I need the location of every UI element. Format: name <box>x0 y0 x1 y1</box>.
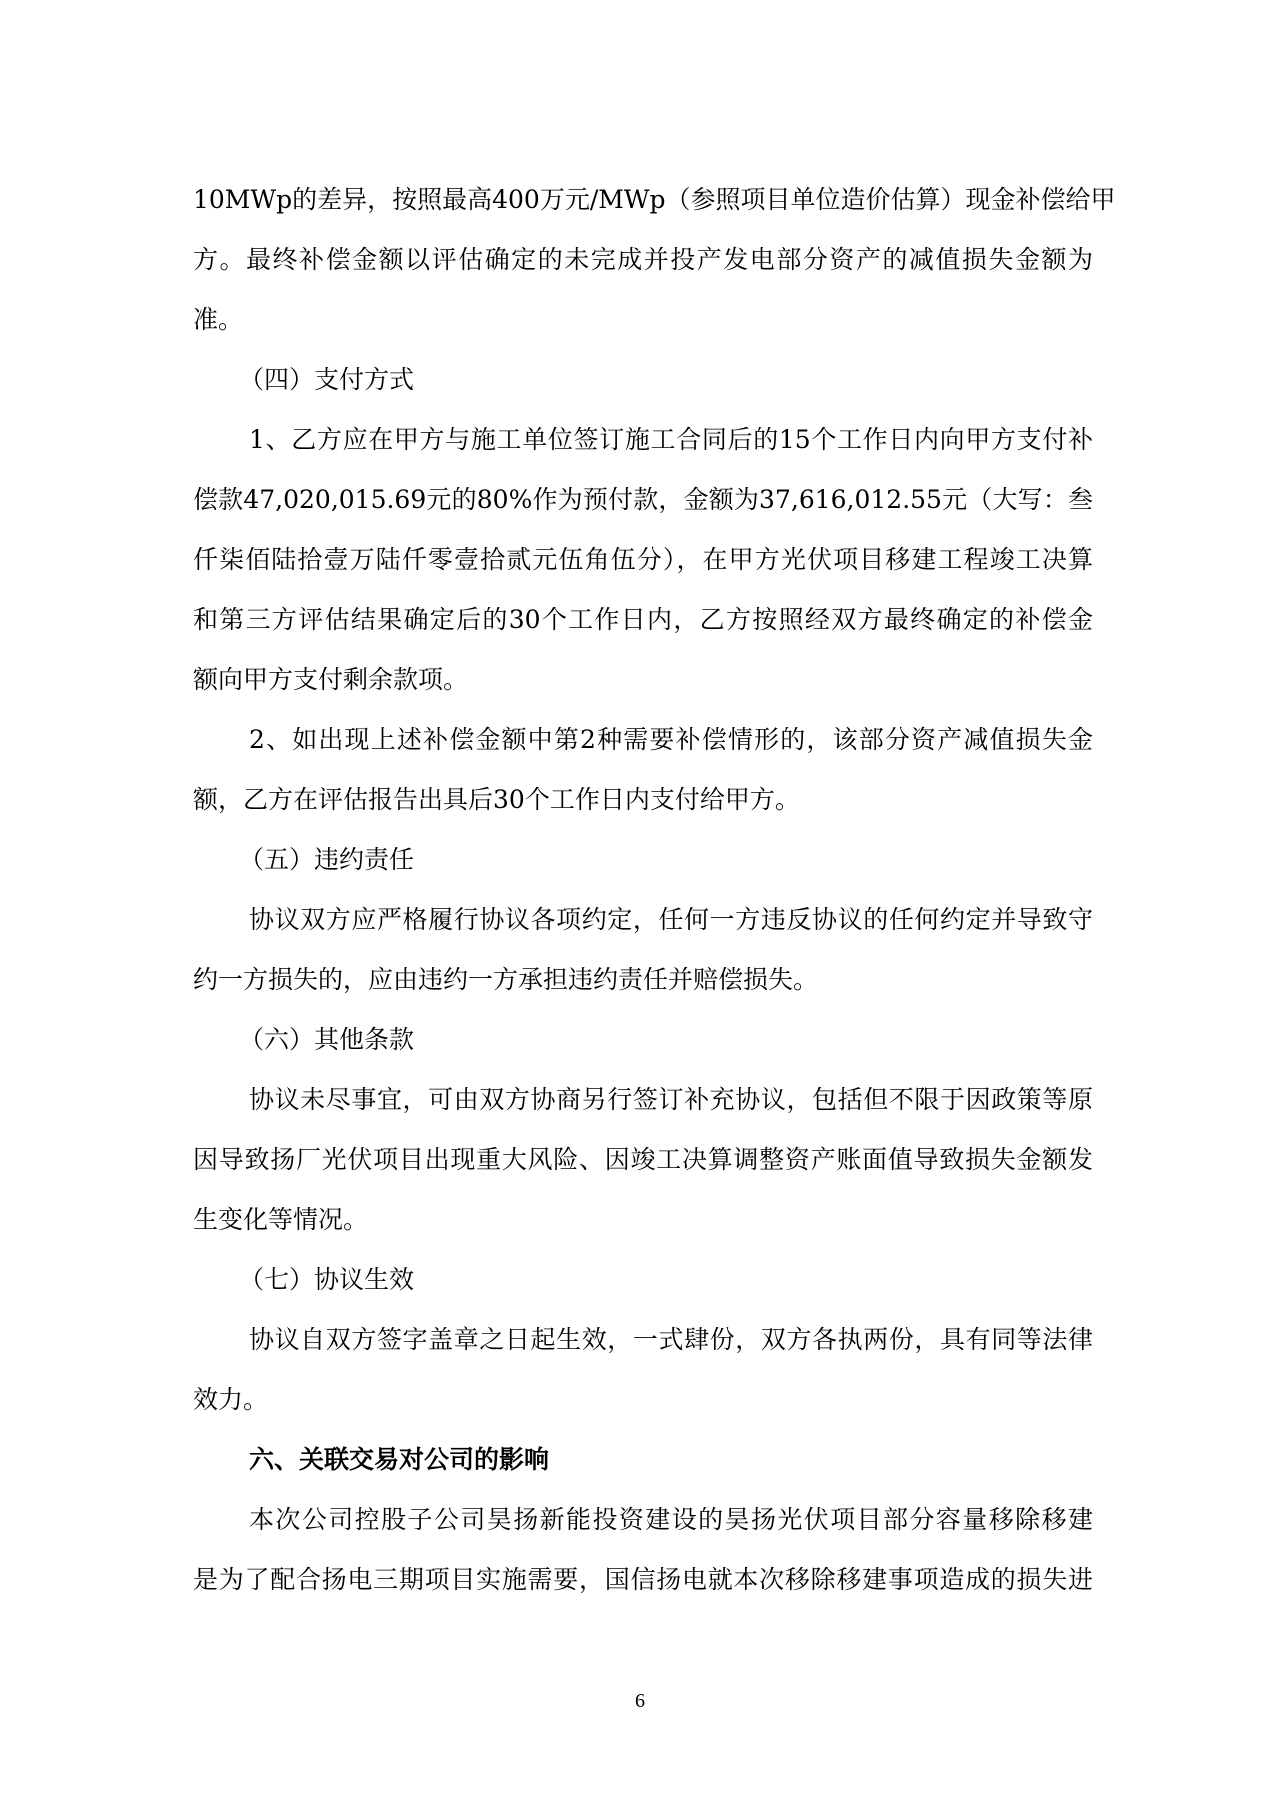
paragraph-line: 和第三方评估结果确定后的30个工作日内，乙方按照经双方最终确定的补偿金 <box>193 605 1093 634</box>
paragraph-line: 协议未尽事宜，可由双方协商另行签订补充协议，包括但不限于因政策等原 <box>249 1085 1093 1114</box>
section-heading: （四）支付方式 <box>239 365 415 394</box>
paragraph-line: 效力。 <box>193 1385 269 1414</box>
paragraph-line: 本次公司控股子公司昊扬新能投资建设的昊扬光伏项目部分容量移除移建 <box>249 1505 1093 1534</box>
section-heading: （六）其他条款 <box>239 1025 415 1054</box>
paragraph-line: 约一方损失的，应由违约一方承担违约责任并赔偿损失。 <box>193 965 819 994</box>
paragraph-line: 因导致扬厂光伏项目出现重大风险、因竣工决算调整资产账面值导致损失金额发 <box>193 1145 1093 1174</box>
paragraph-line: 准。 <box>193 305 244 334</box>
paragraph-line: 仟柒佰陆拾壹万陆仟零壹拾贰元伍角伍分），在甲方光伏项目移建工程竣工决算 <box>193 545 1093 574</box>
paragraph-line: 方。最终补偿金额以评估确定的未完成并投产发电部分资产的减值损失金额为 <box>193 245 1093 274</box>
paragraph-line: 是为了配合扬电三期项目实施需要，国信扬电就本次移除移建事项造成的损失进 <box>193 1565 1093 1594</box>
paragraph-line: 生变化等情况。 <box>193 1205 369 1234</box>
page-number: 6 <box>635 1690 645 1712</box>
document-body <box>193 170 1116 1610</box>
chapter-heading: 六、关联交易对公司的影响 <box>249 1445 550 1474</box>
section-heading: （七）协议生效 <box>239 1265 415 1294</box>
paragraph-line: 偿款47,020,015.69元的80%作为预付款，金额为37,616,012.55元（大写：叁 <box>193 485 1093 514</box>
paragraph-line: 额向甲方支付剩余款项。 <box>193 665 469 694</box>
paragraph-line: 1、乙方应在甲方与施工单位签订施工合同后的15个工作日内向甲方支付补 <box>249 425 1093 454</box>
paragraph-line: 协议双方应严格履行协议各项约定，任何一方违反协议的任何约定并导致守 <box>249 905 1093 934</box>
paragraph-line: 10MWp的差异，按照最高400万元/MWp（参照项目单位造价估算）现金补偿给甲 <box>193 185 1116 214</box>
paragraph-line: 2、如出现上述补偿金额中第2种需要补偿情形的，该部分资产减值损失金 <box>249 725 1093 754</box>
paragraph-line: 协议自双方签字盖章之日起生效，一式肆份，双方各执两份，具有同等法律 <box>249 1325 1093 1354</box>
section-heading: （五）违约责任 <box>239 845 415 874</box>
paragraph-line: 额，乙方在评估报告出具后30个工作日内支付给甲方。 <box>193 785 800 814</box>
